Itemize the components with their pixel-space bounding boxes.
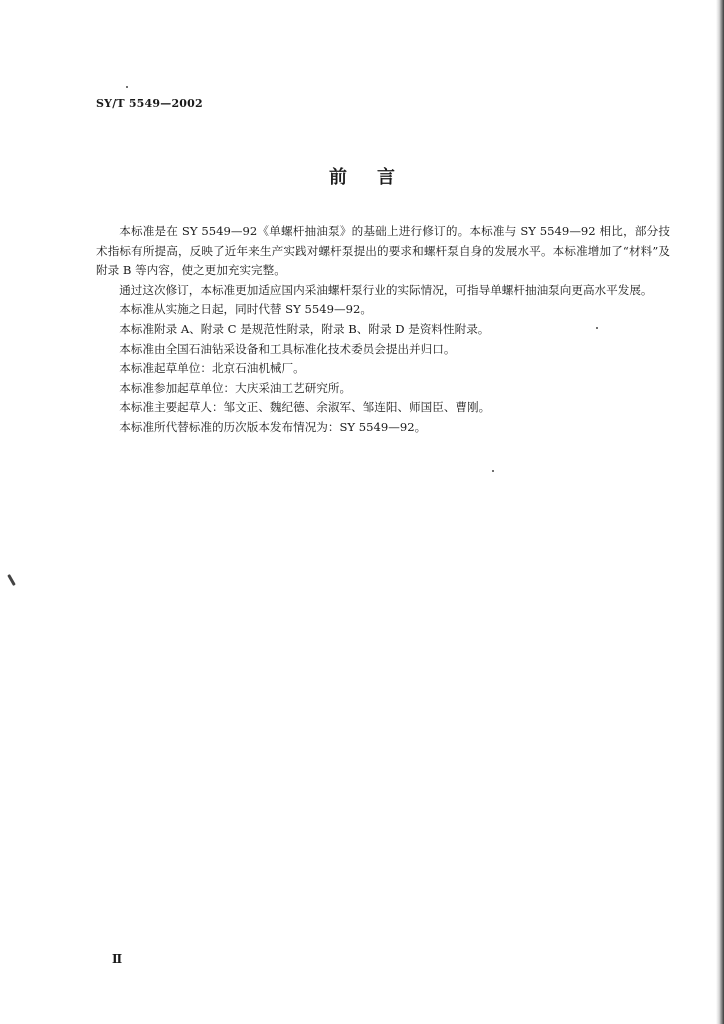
paragraph: 本标准是在 SY 5549—92《单螺杆抽油泵》的基础上进行修订的。本标准与 SY 5549—92 相比，部分技术指标有所提高，反映了近年来生产实践对螺杆泵提出的要求和螺杆泵自身的发展水平。本标准增加了“材料”及附录 B 等内容，使之更加充实完整。: [96, 224, 670, 278]
scan-speck: [126, 86, 128, 88]
foreword-body: [96, 222, 670, 438]
paragraph: 本标准起草单位：北京石油机械厂。: [119, 361, 305, 376]
paragraph: 本标准从实施之日起，同时代替 SY 5549—92。: [119, 302, 372, 317]
page-title: 前言: [329, 167, 425, 188]
paragraph: 本标准参加起草单位：大庆采油工艺研究所。: [119, 380, 352, 395]
scan-edge-shadow: [716, 0, 724, 1024]
page-number: Ⅱ: [112, 952, 123, 966]
paragraph: 本标准所代替标准的历次版本发布情况为：SY 5549—92。: [119, 419, 427, 434]
scan-speck: [492, 470, 494, 472]
paragraph: 通过这次修订，本标准更加适应国内采油螺杆泵行业的实际情况，可指导单螺杆抽油泵向更高水平发展。: [119, 282, 653, 297]
standard-code: SY/T 5549—2002: [96, 97, 203, 110]
paragraph: 本标准由全国石油钻采设备和工具标准化技术委员会提出并归口。: [119, 341, 456, 356]
paragraph: 本标准附录 A、附录 C 是规范性附录，附录 B、附录 D 是资料性附录。: [119, 321, 490, 336]
scan-speck: [7, 574, 16, 586]
paragraph: 本标准主要起草人：邹文正、魏纪德、余淑军、邹连阳、师国臣、曹刚。: [119, 400, 491, 415]
